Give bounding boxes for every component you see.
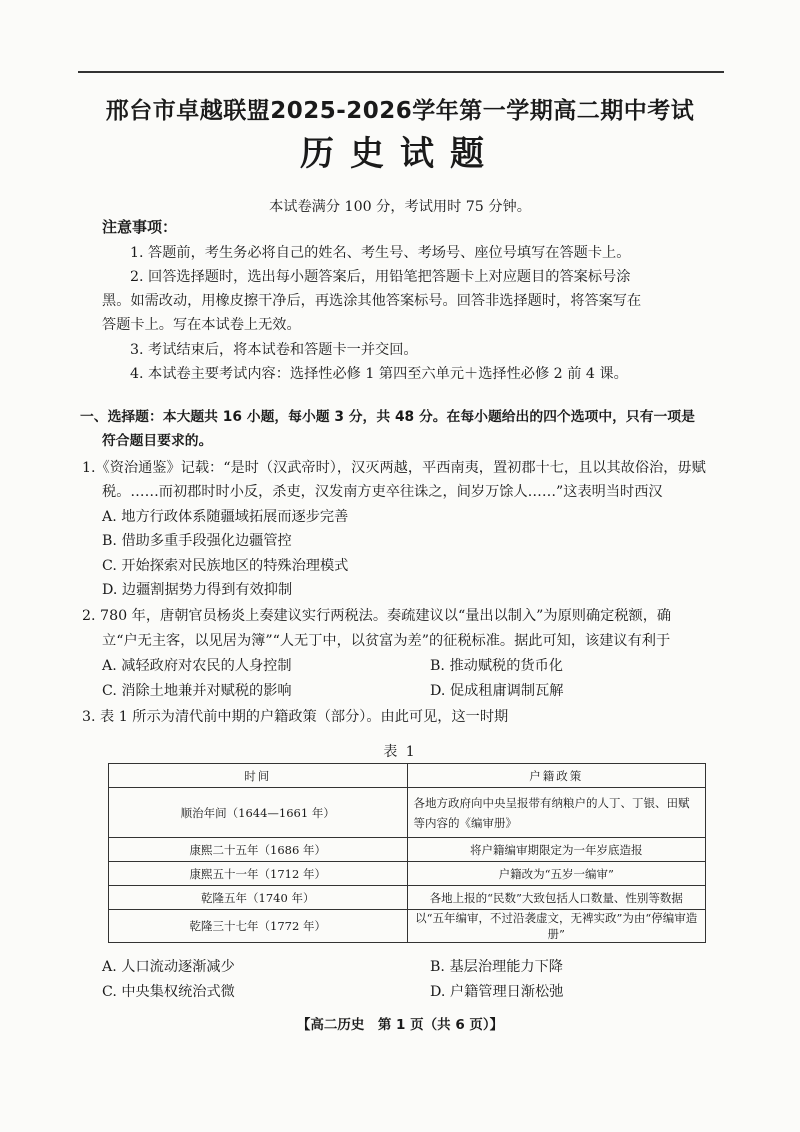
note-line: 4. 本试卷主要考试内容：选择性必修 1 第四至六单元＋选择性必修 2 前 4 课。 (130, 366, 628, 382)
table-header-policy: 户籍政策 (407, 764, 706, 788)
subject-title: 历史试题 (300, 134, 500, 174)
note-line: 答题卡上。写在本试卷上无效。 (102, 317, 301, 333)
q1-stem: 1.《资治通鉴》记载：“是时（汉武帝时），汉灭两越，平西南夷，置初郡十七，且以其故俗治，毋赋 (82, 460, 706, 476)
q1-option-d: D. 边疆割据势力得到有效抑制 (102, 582, 293, 598)
q3-option-c: C. 中央集权统治式微 (102, 984, 235, 1000)
q2-stem-cont: 立“户无主客，以见居为簿”“人无丁中，以贫富为差”的征税标准。据此可知，该建议有利于 (102, 633, 671, 649)
table-row (109, 838, 706, 862)
note-line: 1. 答题前，考生务必将自己的姓名、考生号、考场号、座位号填写在答题卡上。 (130, 245, 631, 261)
q2-option-b: B. 推动赋税的货币化 (430, 658, 563, 674)
table-header-row (109, 764, 706, 788)
policy-table (108, 763, 706, 943)
table-caption: 表 1 (383, 744, 417, 760)
score-line: 本试卷满分 100 分，考试用时 75 分钟。 (269, 199, 531, 215)
table-cell-time: 乾隆三十七年（1772 年） (109, 910, 408, 943)
table-row (109, 862, 706, 886)
table-cell-time: 康熙二十五年（1686 年） (109, 838, 408, 862)
table-row (109, 886, 706, 910)
table-row (109, 788, 706, 838)
q2-option-d: D. 促成租庸调制瓦解 (430, 683, 564, 699)
q3-stem: 3. 表 1 所示为清代前中期的户籍政策（部分）。由此可见，这一时期 (82, 709, 509, 725)
q2-stem: 2. 780 年，唐朝官员杨炎上奏建议实行两税法。奏疏建议以“量出以制入”为原则确定税额，确 (82, 608, 672, 624)
table-cell-policy: 各地方政府向中央呈报带有纳粮户的人丁、丁银、田赋等内容的《编审册》 (407, 788, 706, 838)
table-header-time: 时间 (109, 764, 408, 788)
q1-stem-cont: 税。……而初郡时时小反，杀吏，汉发南方吏卒往诛之，间岁万馀人……”这表明当时西汉 (102, 484, 663, 500)
section-heading-cont: 符合题目要求的。 (102, 433, 213, 449)
table-cell-policy: 以“五年编审，不过沿袭虚文，无裨实政”为由“停编审造册” (407, 910, 706, 943)
table-cell-policy: 户籍改为“五岁一编审” (407, 862, 706, 886)
q2-option-a: A. 减轻政府对农民的人身控制 (102, 658, 292, 674)
exam-title: 邢台市卓越联盟2025-2026学年第一学期高二期中考试 (105, 98, 695, 124)
q1-option-a: A. 地方行政体系随疆域拓展而逐步完善 (102, 509, 349, 525)
q1-option-c: C. 开始探索对民族地区的特殊治理模式 (102, 558, 349, 574)
table-cell-time: 康熙五十一年（1712 年） (109, 862, 408, 886)
q2-option-c: C. 消除土地兼并对赋税的影响 (102, 683, 292, 699)
table-cell-policy: 各地上报的“民数”大致包括人口数量、性别等数据 (407, 886, 706, 910)
table-cell-policy: 将户籍编审期限定为一年岁底造报 (407, 838, 706, 862)
q3-option-d: D. 户籍管理日渐松弛 (430, 984, 564, 1000)
top-rule (78, 71, 724, 73)
page-footer: 【高二历史 第 1 页（共 6 页）】 (296, 1017, 504, 1033)
section-heading: 一、选择题：本大题共 16 小题，每小题 3 分，共 48 分。在每小题给出的四个选项中，只有一项是 (80, 409, 695, 425)
q1-option-b: B. 借助多重手段强化边疆管控 (102, 533, 292, 549)
q3-option-a: A. 人口流动逐渐减少 (102, 959, 235, 975)
note-line: 2. 回答选择题时，选出每小题答案后，用铅笔把答题卡上对应题目的答案标号涂 (130, 269, 631, 285)
note-line: 3. 考试结束后，将本试卷和答题卡一并交回。 (130, 342, 418, 358)
notes-heading: 注意事项： (102, 218, 178, 236)
table-cell-time: 顺治年间（1644—1661 年） (109, 788, 408, 838)
note-line: 黑。如需改动，用橡皮擦干净后，再选涂其他答案标号。回答非选择题时，将答案写在 (102, 293, 642, 309)
q3-option-b: B. 基层治理能力下降 (430, 959, 563, 975)
table-cell-time: 乾隆五年（1740 年） (109, 886, 408, 910)
table-row (109, 910, 706, 943)
